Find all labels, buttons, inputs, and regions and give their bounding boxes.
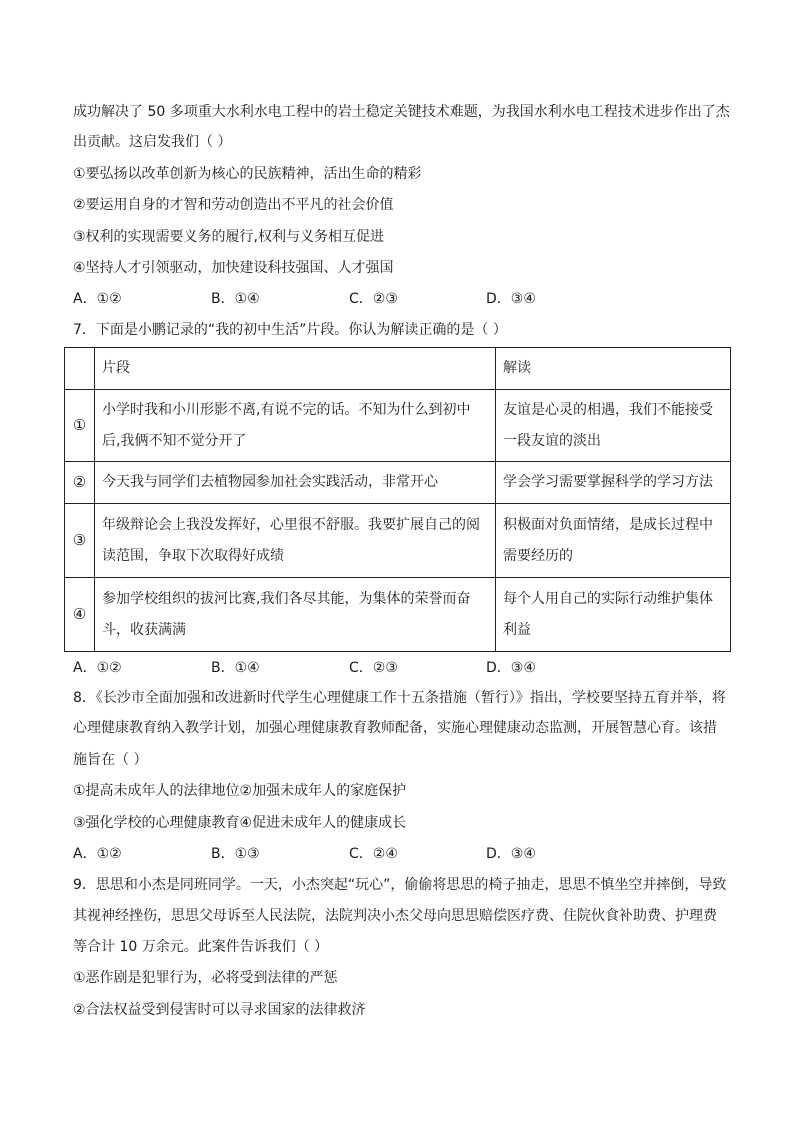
row-number: ④ [65, 578, 95, 652]
q8-stem-line-1: 8．《长沙市全面加强和改进新时代学生心理健康工作十五条措施（暂行）》指出，学校要坚持五育并举，将 [73, 690, 726, 706]
row-fragment: 小学时我和小川形影不离,有说不完的话。不知为什么到初中后,我俩不知不觉分开了 [95, 390, 496, 462]
table-header-fragment: 片段 [95, 348, 496, 390]
q8-statement-2: ③强化学校的心理健康教育④促进未成年人的健康成长 [73, 815, 407, 831]
q8-stem-line-2: 心理健康教育纳入教学计划，加强心理健康教育教师配备，实施心理健康动态监测，开展智慧心育。该措 [73, 720, 717, 736]
q7-options [73, 658, 723, 678]
row-fragment: 年级辩论会上我没发挥好，心里很不舒服。我要扩展自己的阅读范围，争取下次取得好成绩 [95, 504, 496, 578]
row-fragment: 参加学校组织的拔河比赛,我们各尽其能，为集体的荣誉而奋斗，收获满满 [95, 578, 496, 652]
q8-stem-line-3: 施旨在（ ） [73, 752, 148, 768]
table-header-row [65, 348, 731, 390]
q6-option-d: D．③④ [486, 291, 536, 307]
q8-options [73, 844, 723, 864]
q8-option-a: A．①② [73, 846, 122, 862]
q6-options [73, 289, 723, 309]
table-header-reading: 解读 [496, 348, 731, 390]
q9-statement-2: ②合法权益受到侵害时可以寻求国家的法律救济 [73, 1002, 366, 1018]
q8-option-d: D．③④ [486, 846, 536, 862]
q7-option-b: B．①④ [211, 660, 260, 676]
q8-statement-1: ①提高未成年人的法律地位②加强未成年人的家庭保护 [73, 783, 407, 799]
table-row [65, 462, 731, 504]
table-row [65, 504, 731, 578]
q6-statement-1: ①要弘扬以改革创新为核心的民族精神，活出生命的精彩 [73, 166, 422, 182]
row-reading: 每个人用自己的实际行动维护集体利益 [496, 578, 731, 652]
q9-stem-line-3: 等合计 10 万余元。此案件告诉我们（ ） [73, 939, 329, 955]
q9-statement-1: ①恶作剧是犯罪行为，必将受到法律的严惩 [73, 970, 338, 986]
q9-stem-line-2: 其视神经挫伤，思思父母诉至人民法院，法院判决小杰父母向思思赔偿医疗费、住院伙食补助费、护理费 [73, 908, 717, 924]
q7-stem: 7．下面是小鹏记录的“我的初中生活”片段。你认为解读正确的是（ ） [73, 322, 507, 338]
q7-option-c: C．②③ [349, 660, 398, 676]
table-header-blank [65, 348, 95, 390]
table-row [65, 390, 731, 462]
q6-statement-3: ③权利的实现需要义务的履行,权利与义务相互促进 [73, 229, 384, 245]
q6-stem-line-2: 出贡献。这启发我们（ ） [73, 134, 232, 150]
q6-option-b: B．①④ [211, 291, 260, 307]
q7-fragment-table [64, 347, 731, 652]
q7-option-d: D．③④ [486, 660, 536, 676]
q6-statement-2: ②要运用自身的才智和劳动创造出不平凡的社会价值 [73, 197, 394, 213]
q6-option-c: C．②③ [349, 291, 398, 307]
row-number: ① [65, 390, 95, 462]
q6-option-a: A．①② [73, 291, 122, 307]
row-reading: 积极面对负面情绪，是成长过程中需要经历的 [496, 504, 731, 578]
table-row [65, 578, 731, 652]
row-reading: 学会学习需要掌握科学的学习方法 [496, 462, 731, 504]
q6-statement-4: ④坚持人才引领驱动，加快建设科技强国、人才强国 [73, 260, 394, 276]
q7-option-a: A．①② [73, 660, 122, 676]
q9-stem-line-1: 9．思思和小杰是同班同学。一天，小杰突起“玩心”，偷偷将思思的椅子抽走，思思不慎坐空并摔倒，导致 [73, 877, 727, 893]
row-number: ② [65, 462, 95, 504]
q8-option-b: B．①③ [211, 846, 260, 862]
row-fragment: 今天我与同学们去植物园参加社会实践活动，非常开心 [95, 462, 496, 504]
row-number: ③ [65, 504, 95, 578]
q6-stem-line-1: 成功解决了 50 多项重大水利水电工程中的岩土稳定关键技术难题，为我国水利水电工程技术进步作出了杰 [73, 104, 730, 120]
q8-option-c: C．②④ [349, 846, 398, 862]
row-reading: 友谊是心灵的相遇，我们不能接受一段友谊的淡出 [496, 390, 731, 462]
